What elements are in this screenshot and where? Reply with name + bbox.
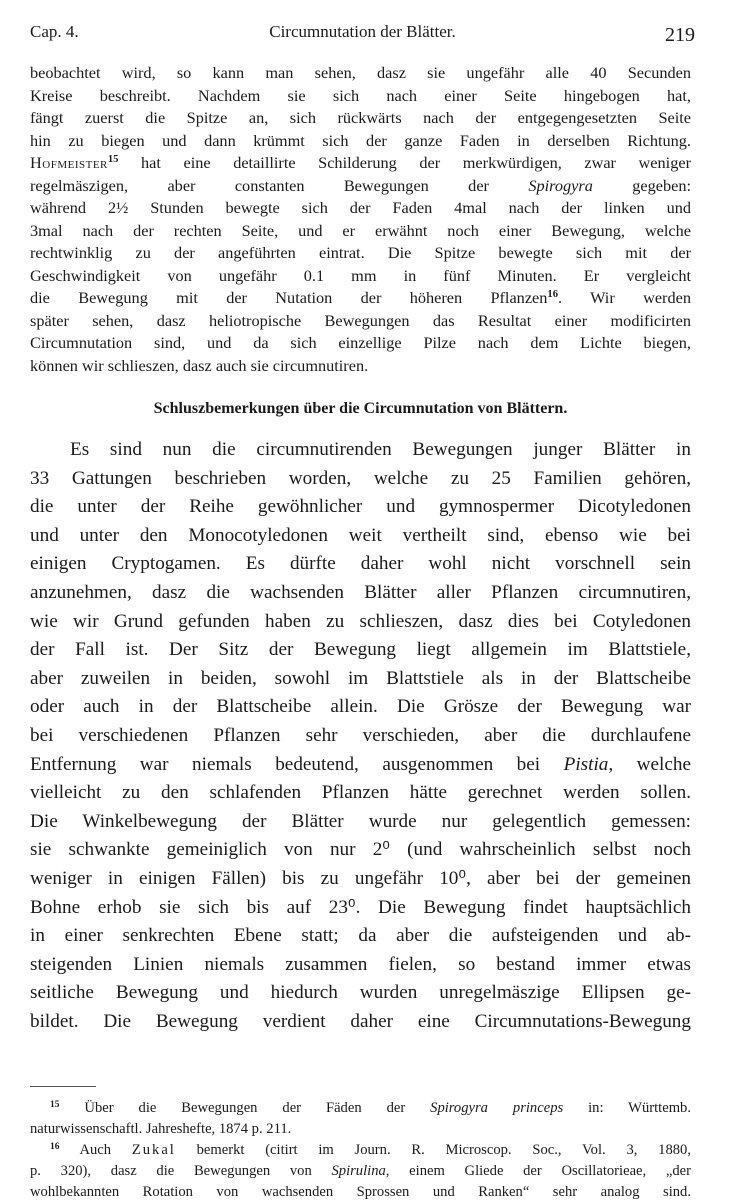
- text-line: beobachtet wird, so kann man sehen, dasz sie ungefähr alle 40 Secunden: [30, 63, 691, 82]
- text-line: 33 Gattungen beschrieben worden, welche zu 25 Familien gehören,: [30, 467, 691, 489]
- footnotes: [30, 1098, 691, 1203]
- text-line: rechtwinklig zu der angeführten eintrat. Die Spitze bewegte sich mit der: [30, 243, 691, 262]
- text-line: regelmäszigen, aber constanten Bewegungen der Spirogyra gegeben:: [30, 175, 691, 195]
- taxon-name: Spirogyra princeps: [430, 1100, 564, 1116]
- text-line: Geschwindigkeit von ungefähr 0.1 mm in fünf Minuten. Er vergleicht: [30, 265, 691, 285]
- footnote-number: 15: [50, 1099, 60, 1110]
- text-line: in einer senkrechten Ebene statt; da aber die aufsteigenden und ab-: [30, 925, 691, 947]
- footnote-number: 16: [50, 1141, 60, 1152]
- text-line: sie schwankte gemeiniglich von nur 2⁰ (und wahrscheinlich selbst noch: [30, 839, 691, 861]
- footnote-divider: [30, 1086, 96, 1087]
- text-line: Entfernung war niemals bedeutend, ausgenommen bei Pistia, welche: [30, 753, 691, 775]
- text-line: der Fall ist. Der Sitz der Bewegung liegt allgemein im Blattstiele,: [30, 639, 691, 661]
- text-line: steigenden Linien niemals zusammen fielen, so bestand immer etwas: [30, 953, 691, 975]
- footnote-ref: 16: [547, 289, 558, 301]
- text-line: aber zuweilen in beiden, sowohl im Blattstiele als in der Blattscheibe: [30, 667, 691, 689]
- text-line: Kreise beschreibt. Nachdem sie sich nach einer Seite hingebogen hat,: [30, 85, 691, 105]
- text-line: Hofmeister$^{15}$ hat eine detaillirte Schilderung der merkwürdigen, zwar weniger: [30, 153, 691, 172]
- text-line: wohlbekannten Rotation von wachsenden Sprossen und Ranken“ sehr analog sind.: [30, 1184, 691, 1200]
- page-header: [30, 22, 695, 52]
- text-line: später sehen, dasz heliotropische Bewegungen das Resultat einer modificirten: [30, 310, 691, 330]
- intro-paragraph: [30, 62, 691, 377]
- running-title: Circumnutation der Blätter.: [269, 22, 456, 41]
- text-line: die Bewegung mit der Nutation der höheren Pflanzen$^{16}$. Wir werden: [30, 288, 691, 307]
- text-line: Es sind nun die circumnutirenden Bewegungen junger Blätter in: [70, 439, 691, 460]
- text-line: einigen Cryptogamen. Es dürfte daher wohl nicht vorschnell sein: [30, 553, 691, 575]
- text-line: hin zu biegen und dann krümmt sich der ganze Faden in derselben Richtung.: [30, 130, 691, 150]
- chapter-label: Cap. 4.: [30, 22, 79, 41]
- taxon-name: Spirogyra: [528, 175, 593, 195]
- page-number: 219: [665, 24, 695, 46]
- text-line: wie wir Grund gefunden haben zu schlieszen, dasz dies bei Cotyledonen: [30, 610, 691, 632]
- text-line: vielleicht zu den schlafenden Pflanzen hätte gerechnet werden sollen.: [30, 782, 691, 804]
- main-paragraph: [30, 436, 691, 1036]
- text-line: während 2½ Stunden bewegte sich der Faden 4mal nach der linken und: [30, 198, 691, 217]
- text-line: Die Winkelbewegung der Blätter wurde nur gelegentlich gemessen:: [30, 810, 691, 832]
- text-line: p. 320), dasz die Bewegungen von Spirulina, einem Gliede der Oscillatorieae, „der: [30, 1163, 691, 1179]
- text-line: naturwissenschaftl. Jahreshefte, 1874 p. 211.: [30, 1121, 292, 1137]
- author-name: Hofmeister: [30, 153, 108, 172]
- text-line: seitliche Bewegung und hiedurch wurden unregelmäszige Ellipsen ge-: [30, 982, 691, 1004]
- text-line: 3mal nach der rechten Seite, und er erwähnt noch einer Bewegung, welche: [30, 220, 691, 240]
- text-line: Bohne erhob sie sich bis auf 23⁰. Die Bewegung findet hauptsächlich: [30, 896, 691, 918]
- text-line: die unter der Reihe gewöhnlicher und gymnospermer Dicotyledonen: [30, 496, 691, 518]
- text-line: bildet. Die Bewegung verdient daher eine Circumnutations-Bewegung: [30, 1010, 691, 1032]
- footnote-15: $^{15}$ Über die Bewegungen der Fäden der Spirogyra princeps in: Württemb.: [50, 1099, 691, 1116]
- text-line: können wir schlieszen, dasz auch sie circumnutiren.: [30, 355, 369, 375]
- text-line: oder auch in der Blattscheibe allein. Die Grösze der Bewegung war: [30, 696, 691, 718]
- text-line: fängt zuerst die Spitze an, sich rückwärts nach der entgegengesetzten Seite: [30, 108, 691, 127]
- text-line: bei verschiedenen Pflanzen sehr verschieden, aber die durchlaufene: [30, 724, 691, 746]
- text-line: weniger in einigen Fällen) bis zu ungefähr 10⁰, aber bei der gemeinen: [30, 867, 691, 889]
- text-line: anzunehmen, dasz die wachsenden Blätter aller Pflanzen circumnutiren,: [30, 581, 691, 603]
- text-line: und unter den Monocotyledonen weit vertheilt sind, ebenso wie bei: [30, 524, 691, 546]
- author-name: Zukal: [131, 1142, 176, 1158]
- taxon-name: Spirulina: [331, 1163, 386, 1179]
- taxon-name: Pistia,: [563, 753, 614, 775]
- section-heading: Schluszbemerkungen über die Circumnutation von Blättern.: [153, 400, 568, 417]
- footnote-ref: 15: [107, 154, 119, 166]
- text-line: Circumnutation sind, und da sich einzellige Pilze nach dem Lichte biegen,: [30, 333, 691, 352]
- footnote-16: $^{16}$ Auch Zukal bemerkt (citirt im Journ. R. Microscop. Soc., Vol. 3, 1880,: [50, 1141, 691, 1158]
